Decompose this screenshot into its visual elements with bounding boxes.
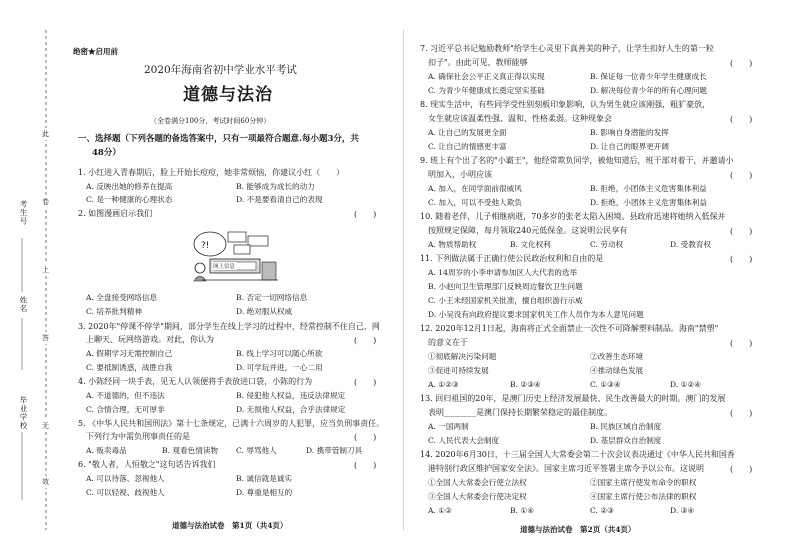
answer-paren: ( ) bbox=[354, 336, 377, 345]
answer-paren: ( ) bbox=[730, 171, 753, 180]
option-d[interactable]: D. 不是要看清自己的表现 bbox=[236, 195, 323, 204]
option-d[interactable]: D. 受教育权 bbox=[670, 240, 712, 249]
answer-paren: ( ) bbox=[354, 378, 377, 387]
question-stem-cont: 扣子"。由此可见，教师能够 bbox=[428, 58, 528, 67]
cartoon-illustration bbox=[188, 226, 283, 286]
option-a[interactable]: A. 14周岁的小李申请参加区人大代表的选举 bbox=[428, 268, 578, 277]
binding-margin bbox=[0, 0, 70, 560]
option-a[interactable]: A. ①②③ bbox=[428, 380, 459, 389]
option-c[interactable]: C. ①③④ bbox=[590, 380, 621, 389]
question-stem: 14. 2020年6月30日，十三届全国人大常委会第二十次会议表决通过《中华人民共和国香 bbox=[420, 450, 735, 459]
question-stem-cont: 女生就应该温柔性强、温和、性格柔弱。这种现象会 bbox=[428, 114, 612, 123]
answer-paren: ( ) bbox=[730, 115, 753, 124]
option-d[interactable]: D. 尊重是相互的 bbox=[236, 488, 293, 497]
option-d[interactable]: D. ①②④ bbox=[670, 380, 702, 389]
option-d[interactable]: D. 解决每位青少年的所有心理问题 bbox=[590, 86, 707, 95]
option-c[interactable]: C. 要抵制诱惑，战胜自我 bbox=[86, 363, 173, 372]
section1-heading: 一、选择题（下列各题的备选答案中，只有一项最符合题意.每小题3分，共 bbox=[78, 134, 359, 144]
question-stem: 13. 回归祖国的20年，是澳门历史上经济发展最快、民生改善最大的时期。澳门的发展 bbox=[420, 394, 726, 403]
option-b[interactable]: B. 线上学习可以随心所欲 bbox=[236, 349, 323, 358]
option-a[interactable]: A. 物质帮助权 bbox=[428, 240, 477, 249]
svg-text:?!: ?! bbox=[201, 241, 210, 251]
option-a[interactable]: A. 可以待落、忽视他人 bbox=[86, 474, 165, 483]
option-c[interactable]: C. 可以轻视、歧视他人 bbox=[86, 488, 165, 497]
answer-paren: ( ) bbox=[730, 255, 753, 264]
option-a[interactable]: A. 全盘接受网络信息 bbox=[86, 293, 158, 302]
option-b[interactable]: B. 影响自身潜能的发挥 bbox=[590, 128, 669, 137]
option-b[interactable]: B. 否定一切网络信息 bbox=[236, 293, 308, 302]
cartoon-caption: 网上信息 bbox=[213, 264, 236, 270]
option-b[interactable]: B. 侵犯他人权益，违反法律规定 bbox=[236, 391, 346, 400]
exam-info: （全卷满分100分，考试时间60分钟） bbox=[150, 117, 271, 125]
question-stem: 6. "敬人者，人恒敬之"这句话告诉我们 bbox=[78, 460, 216, 469]
option-a[interactable]: A. 一国两制 bbox=[428, 422, 469, 431]
seal-char-1: 此 bbox=[42, 130, 49, 138]
question-stem-cont: 表明________是澳门保持长期繁荣稳定的最佳制度。 bbox=[428, 408, 612, 417]
question-stem: 5. 《中华人民共和国刑法》第十七条规定，已满十六周岁的人犯罪，应当负刑事责任。 bbox=[78, 419, 385, 428]
statement-2: ②改善生态环境 bbox=[590, 352, 644, 361]
page-divider bbox=[403, 30, 404, 530]
option-c[interactable]: C. 人民代表大会制度 bbox=[428, 436, 500, 445]
question-stem: 9. 班上有个出了名的"小霸王"，他经常欺负同学，被他知道后，班干部对着干，并邀请小 bbox=[420, 156, 734, 165]
option-b[interactable]: B. 拒绝，小团体主义危害集体利益 bbox=[590, 184, 707, 193]
seal-char-2: 卷 bbox=[42, 198, 49, 206]
seal-dashed-line bbox=[0, 0, 70, 560]
question-stem: 8. 现实生活中，有些同学受性别刻板印象影响，认为男生就应该刚强，粗犷豪放， bbox=[420, 100, 711, 109]
answer-paren: ( ) bbox=[354, 461, 377, 470]
option-d[interactable]: D. 基层群众自治制度 bbox=[590, 436, 662, 445]
option-b[interactable]: B. ①④ bbox=[510, 506, 535, 515]
footer-page-2: 道德与法治试卷 第2页（共4页） bbox=[520, 525, 636, 534]
option-d[interactable]: D. 绝对服从权威 bbox=[236, 307, 293, 316]
option-c[interactable]: C. 合情合理，无可厚非 bbox=[86, 405, 165, 414]
answer-paren: ( ) bbox=[730, 409, 753, 418]
option-d[interactable]: D. 携带管制刀具 bbox=[306, 446, 363, 455]
option-a[interactable]: A. 确保社会公平正义真正得以实现 bbox=[428, 72, 545, 81]
question-stem: 12. 2020年12月1日起，海南将正式全面禁止一次性不可降解塑料制品。海南"禁塑" bbox=[420, 324, 719, 333]
question-stem: 1. 小红进入青春期后，脸上开始长痘痘，她非常烦恼，你建议小红（ ） bbox=[78, 168, 345, 177]
option-c[interactable]: C. ②③ bbox=[590, 506, 614, 515]
answer-paren: ( ) bbox=[730, 339, 753, 348]
answer-paren: ( ) bbox=[354, 210, 377, 219]
option-c[interactable]: C. 辱骂他人 bbox=[236, 446, 277, 455]
question-stem-cont: 下列行为中需负刑事责任的是 bbox=[86, 432, 190, 441]
question-stem-cont: 港特别行政区维护国家安全法》。国家主席习近平签署主席令予以公布。这说明 bbox=[428, 464, 704, 473]
option-c[interactable]: C. 为青少年健康成长奠定坚实基础 bbox=[428, 86, 545, 95]
option-c[interactable]: C. 是一种健康的心理状态 bbox=[86, 195, 173, 204]
option-d[interactable]: D. 让自己的眼界更开阔 bbox=[590, 142, 669, 151]
option-a[interactable]: A. 加入，在同学面前很威风 bbox=[428, 184, 522, 193]
answer-paren: ( ) bbox=[730, 59, 753, 68]
option-b[interactable]: B. 能够成为成长的动力 bbox=[236, 182, 315, 191]
option-b[interactable]: B. 观看色情读物 bbox=[162, 446, 218, 455]
option-b[interactable]: B. 小赵向卫生管理部门反映周边餐饮卫生问题 bbox=[428, 282, 583, 291]
option-c[interactable]: C. 小王未经国家机关批准，擅自组织游行示威 bbox=[428, 296, 583, 305]
option-c[interactable]: C. 让自己的情感更丰富 bbox=[428, 142, 507, 151]
question-stem: 3. 2020年"停课不停学"期间，部分学生在线上学习的过程中，经常控制不住自己，网 bbox=[78, 322, 380, 331]
section1-heading-cont: 48分） bbox=[92, 148, 121, 158]
statement-3: ③全国人大常委会行使决定权 bbox=[428, 492, 527, 501]
option-a[interactable]: A. 假期学习无需控制自己 bbox=[86, 349, 173, 358]
statement-2: ②国家主席行使发布命令的职权 bbox=[590, 478, 697, 487]
label-kaosheng-hao: 考生号 bbox=[19, 200, 28, 226]
seal-char-5: 无 bbox=[42, 422, 49, 430]
statement-1: ①全国人大常委会行使立法权 bbox=[428, 478, 527, 487]
answer-paren: ( ) bbox=[730, 465, 753, 474]
question-stem-cont: 上聊天、玩网络游戏。对此，你认为 bbox=[86, 335, 214, 344]
question-stem: 2. 如图漫画启示我们 bbox=[78, 209, 153, 218]
option-b[interactable]: B. 文化权利 bbox=[510, 240, 551, 249]
question-stem: 7. 习近平总书记勉励教师"给学生心灵里下真善美的种子，让学生扣好人生的第一粒 bbox=[420, 44, 714, 53]
answer-paren: ( ) bbox=[354, 433, 377, 442]
option-a[interactable]: A. 贩卖毒品 bbox=[86, 446, 127, 455]
label-biye-xuexiao: 毕业学校 bbox=[19, 396, 28, 430]
option-a[interactable]: A. ①② bbox=[428, 506, 452, 515]
label-xingming: 姓名 bbox=[19, 296, 28, 313]
seal-char-3: 上 bbox=[42, 266, 49, 274]
seal-char-6: 效 bbox=[42, 478, 49, 486]
option-c[interactable]: C. 劳动权 bbox=[590, 240, 624, 249]
option-c[interactable]: C. 加入，可以不受他人欺负 bbox=[428, 198, 522, 207]
question-stem-cont: 的意义在于 bbox=[428, 338, 468, 347]
question-stem: 11. 下列做法属于正确行使公民政治权利和自由的是 bbox=[420, 254, 604, 263]
option-b[interactable]: B. 诚信就是诚实 bbox=[236, 474, 292, 483]
option-a[interactable]: A. 不道德的，但不违法 bbox=[86, 391, 165, 400]
option-d[interactable]: D. 拒绝，小团体主义危害集体利益 bbox=[590, 198, 707, 207]
option-b[interactable]: B. ②③④ bbox=[510, 380, 541, 389]
option-b[interactable]: B. 保证每一位青少年学生健康成长 bbox=[590, 72, 707, 81]
subject-title: 道德与法治 bbox=[183, 85, 273, 105]
statement-1: ①彻底解决污染问题 bbox=[428, 352, 497, 361]
exam-title: 2020年海南省初中学业水平考试 bbox=[144, 64, 297, 76]
seal-char-4: 答 bbox=[42, 334, 49, 342]
option-b[interactable]: B. 民族区域自治制度 bbox=[590, 422, 662, 431]
answer-paren: ( ) bbox=[730, 227, 753, 236]
statement-4: ④推动绿色发展 bbox=[590, 366, 644, 375]
option-a[interactable]: A. 反映出她的修养在提高 bbox=[86, 182, 173, 191]
question-stem-cont: 明加入，小明应该 bbox=[428, 170, 492, 179]
footer-page-1: 道德与法治试卷 第1页（共4页） bbox=[172, 521, 288, 530]
option-a[interactable]: A. 让自己的发展更全面 bbox=[428, 128, 507, 137]
secret-mark: 绝密★启用前 bbox=[73, 47, 118, 56]
option-d[interactable]: D. 可学玩并进，一心二用 bbox=[236, 363, 323, 372]
question-stem: 4. 小陈经同一块手表，见无人认领便将手表放进口袋，小陈的行为 bbox=[78, 377, 313, 386]
option-c[interactable]: C. 培养批判精神 bbox=[86, 307, 142, 316]
option-d[interactable]: D. 小吴没有向政府提议要求国家机关工作人员作为本人意见问题 bbox=[428, 310, 644, 319]
statement-4: ④国家主席行使公布法律的职权 bbox=[590, 492, 697, 501]
question-stem-cont: 按照规定保障，每月领取240元低保金。这说明公民享有 bbox=[428, 226, 628, 235]
statement-3: ③促进可持续发展 bbox=[428, 366, 489, 375]
question-stem: 10. 随着老伴，儿子相继病逝，70多岁的张老太陷入困境。县政府迅速将她纳入低保并 bbox=[420, 212, 726, 221]
option-d[interactable]: D. ③④ bbox=[670, 506, 695, 515]
option-d[interactable]: D. 无损他人权益，合乎法律规定 bbox=[236, 405, 346, 414]
